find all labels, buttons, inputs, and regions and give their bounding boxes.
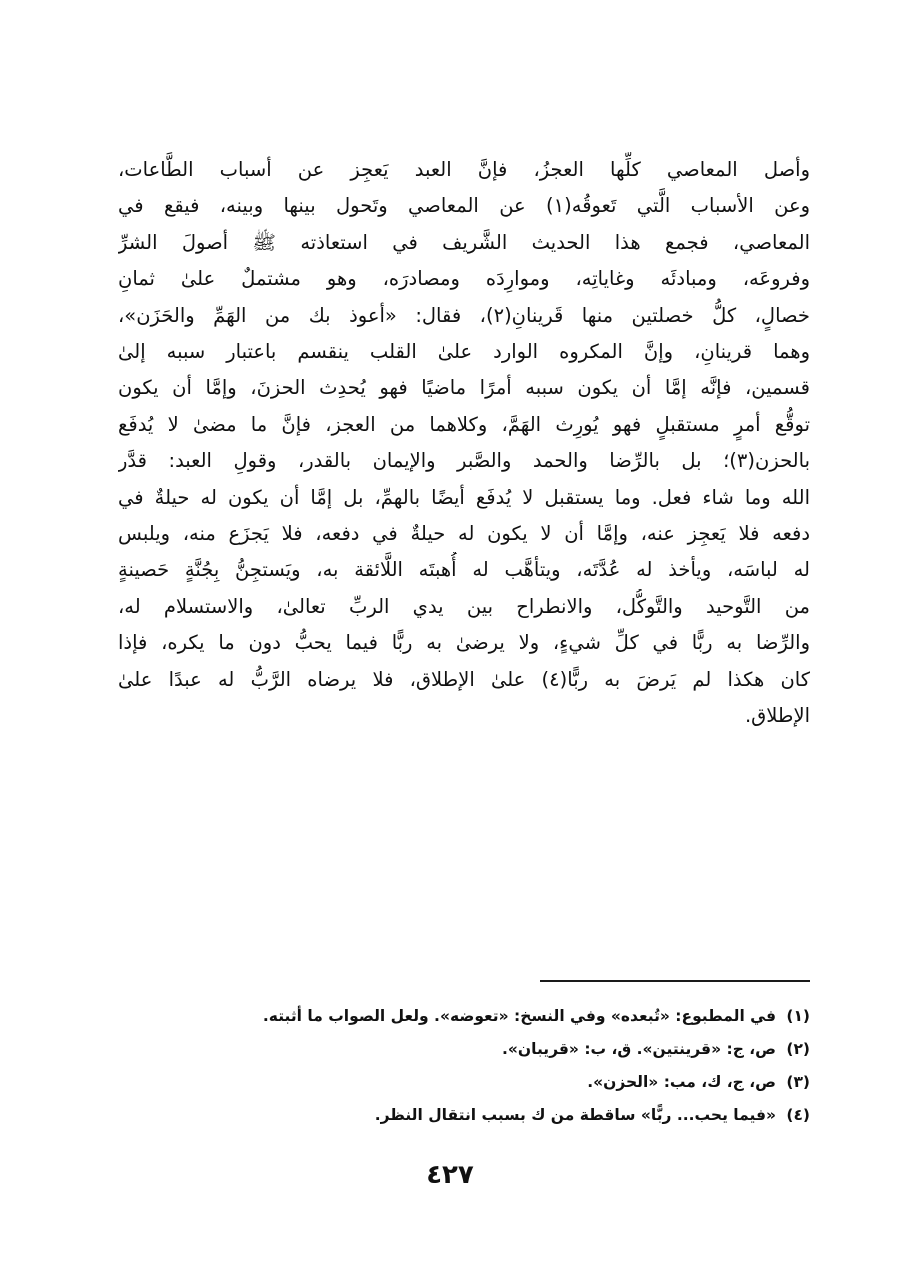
footnotes — [118, 1000, 810, 1132]
footnote-separator — [540, 980, 810, 982]
body-line: توقُّع أمرٍ مستقبلٍ فهو يُورِث الهَمَّ، وكلاهما من العجز، فإنَّ ما مضىٰ لا يُدفَع — [118, 412, 810, 436]
footnote-text: في المطبوع: «تُبعده» وفي النسخ: «تعوضه». ولعل الصواب ما أثبته. — [262, 1007, 776, 1025]
body-line: الإطلاق. — [744, 704, 810, 728]
body-line: بالحزن(٣)؛ بل بالرِّضا والحمد والصَّبر والإيمان بالقدر، وقولِ العبد: قدَّر — [118, 449, 810, 473]
body-line: الله وما شاء فعل. وما يستقبل لا يُدفَع أيضًا بالهمِّ، بل إمَّا أن يكون له حيلةٌ في — [118, 485, 810, 509]
body-line: وهما قرينانِ، وإنَّ المكروه الوارد علىٰ القلب ينقسم باعتبار سببه إلىٰ — [118, 340, 810, 364]
body-line: له لباسَه، ويأخذ له عُدَّتَه، ويتأهَّب له أُهبتَه اللَّائقة به، ويَستجِنُّ بِجُنَّةٍ حَصينةٍ — [118, 558, 810, 582]
footnote-text: ص، ج: «قرينتين». ق، ب: «قريبان». — [502, 1040, 776, 1058]
body-line: وعن الأسباب الَّتي تَعوقُه(١) عن المعاصي وتَحول بينها وبينه، فيقع في — [118, 194, 810, 218]
footnote-number: (٤) — [786, 1106, 810, 1124]
body-line: كان هكذا لم يَرضَ به ربًّا(٤) علىٰ الإطلاق، فلا يرضاه الرَّبُّ له عبدًا علىٰ — [118, 667, 810, 691]
page-number: ٤٢٧ — [426, 1160, 474, 1190]
body-line: دفعه فلا يَعجِز عنه، وإمَّا أن لا يكون له حيلةٌ في دفعه، فلا يَجزَع منه، ويلبس — [118, 522, 810, 546]
body-line: قسمين، فإنَّه إمَّا أن يكون سببه أمرًا ماضيًا فهو يُحدِث الحزنَ، وإمَّا أن يكون — [118, 376, 810, 400]
body-text — [118, 152, 810, 735]
body-line: وفروعَه، ومبادئَه وغاياتِه، وموارِدَه ومصادرَه، وهو مشتملٌ علىٰ ثمانِ — [118, 267, 810, 291]
footnote — [118, 1099, 810, 1132]
body-line: وأصل المعاصي كلِّها العجزُ، فإنَّ العبد يَعجِز عن أسباب الطَّاعات، — [118, 158, 810, 181]
footnote — [118, 1066, 810, 1099]
footnote-text: ص، ج، ك، مب: «الحزن». — [587, 1073, 776, 1091]
body-line: والرِّضا به ربًّا في كلِّ شيءٍ، ولا يرضىٰ به ربًّا فيما يحبُّ دون ما يكره، فإذا — [118, 631, 810, 655]
body-line: خصالٍ، كلُّ خصلتين منها قَرينانِ(٢)، فقال: «أعوذ بك من الهَمِّ والحَزَن»، — [118, 303, 810, 327]
footnote-number: (١) — [786, 1007, 810, 1025]
footnote-number: (٢) — [786, 1040, 810, 1058]
footnote-number: (٣) — [786, 1073, 810, 1091]
body-line: من التَّوحيد والتَّوكُّل، والانطراح بين يدي الربِّ تعالىٰ، والاستسلام له، — [118, 594, 810, 618]
footnote — [118, 1033, 810, 1066]
footnote-text: «فيما يحب... ربًّا» ساقطة من ك بسبب انتقال النظر. — [374, 1106, 776, 1124]
footnote — [118, 1000, 810, 1033]
body-line: المعاصي، فجمع هذا الحديث الشَّريف في استعاذته ﷺ أصولَ الشرِّ — [118, 230, 810, 254]
